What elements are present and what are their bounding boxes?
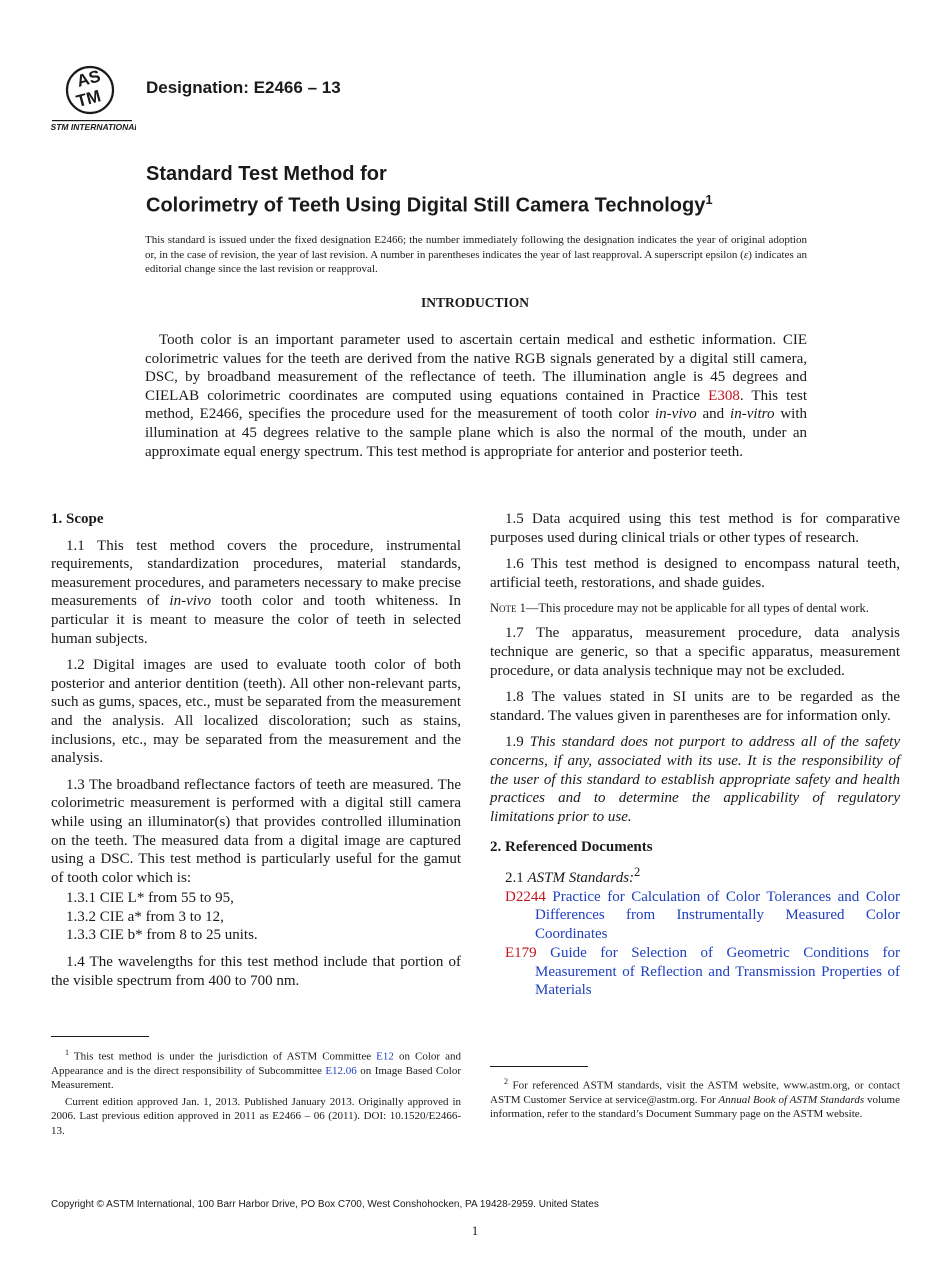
intro-and: and bbox=[696, 406, 731, 423]
para-1-3-2: 1.3.2 CIE a* from 3 to 12, bbox=[66, 908, 224, 925]
logo-wordmark: ASTM INTERNATIONAL bbox=[50, 122, 136, 132]
copyright-notice: Copyright © ASTM International, 100 Barr Harbor Drive, PO Box C700, West Conshohocken, PA 19428-2959. United States bbox=[51, 1199, 599, 1210]
footnote-1-c: on Image Based Color Measurement. bbox=[51, 1064, 461, 1092]
link-e12[interactable]: E12 bbox=[376, 1050, 394, 1063]
footnote-1-marker: 1 bbox=[65, 1048, 69, 1057]
introduction-heading: INTRODUCTION bbox=[420, 295, 529, 310]
link-e308[interactable]: E308 bbox=[708, 387, 740, 404]
svg-text:TM: TM bbox=[74, 86, 103, 112]
para-1-6: 1.6 This test method is designed to encompass natural teeth, artificial teeth, restorations, and shade guides. bbox=[490, 556, 900, 591]
footnote-1-a: This test method is under the jurisdiction of ASTM Committee bbox=[69, 1050, 377, 1063]
designation-year: 13 bbox=[321, 78, 341, 97]
footnote-2-marker: 2 bbox=[504, 1077, 508, 1086]
title-line-2 bbox=[146, 187, 866, 219]
introduction-body bbox=[145, 331, 807, 461]
footnote-1-edition: Current edition approved Jan. 1, 2013. Published January 2013. Originally approved in 2006. Last previous edition approved in 2011 as E2466 – 06 (2011). DOI: 10.1520/E2466-13. bbox=[51, 1096, 461, 1137]
para-1-3: 1.3 The broadband reflectance factors of teeth are measured. The colorimetric measurement is performed with a digital still camera while using an illuminator(s) that provides controlled illumination on the teeth. The measured data from a digital image are captured using a DSC. This test method is particularly useful for the gamut of tooth color which is: bbox=[51, 776, 461, 886]
footnote-2-em: Annual Book of ASTM Standards bbox=[718, 1093, 865, 1106]
designation-label: Designation: E2466 bbox=[146, 78, 303, 97]
para-1-2: 1.2 Digital images are used to evaluate tooth color of both posterior and anterior dentition (teeth). All other non-relevant parts, such as gums, spaces, etc., must be separated from the measurement and the analysis. All localized discoloration; such as stains, inclusions, etc., may be separated from the measurement and the analysis. bbox=[51, 657, 461, 767]
para-1-1-a: 1.1 This test method covers the procedure, instrumental requirements, standardization procedures, material standards, measurement procedures, and parameters necessary to make precise measurements of bbox=[51, 537, 461, 610]
notice-epsilon: ε bbox=[743, 248, 749, 261]
designation bbox=[146, 78, 341, 98]
left-column bbox=[51, 510, 461, 998]
footnote-2 bbox=[490, 1075, 900, 1121]
footnote-rule-left bbox=[51, 1036, 149, 1037]
svg-text:AS: AS bbox=[74, 66, 103, 91]
para-2-1-footnote-ref[interactable]: 2 bbox=[634, 864, 641, 879]
para-1-1-em: in-vivo bbox=[169, 593, 212, 610]
ref-title-e179[interactable]: Guide for Selection of Geometric Conditions for Measurement of Reflection and Transmission Properties of Materials bbox=[535, 945, 900, 999]
para-1-9-num: 1.9 bbox=[505, 734, 530, 751]
footnote-1 bbox=[51, 1046, 461, 1138]
para-1-1-b: tooth color and tooth whiteness. In particular it is meant to measure the color of teeth in selected human subjects. bbox=[51, 593, 461, 647]
page-number: 1 bbox=[471, 1223, 479, 1238]
right-column bbox=[490, 510, 900, 1001]
title-line-1: Standard Test Method for bbox=[146, 163, 387, 185]
footnote-2-b: volume information, refer to the standard’s Document Summary page on the ASTM website. bbox=[490, 1093, 900, 1121]
para-1-3-3: 1.3.3 CIE b* from 8 to 25 units. bbox=[66, 927, 258, 944]
introduction-paragraph bbox=[145, 331, 807, 461]
footnote-2-a: For referenced ASTM standards, visit the ASTM website, www.astm.org, or contact ASTM Customer Service at service@astm.org. For bbox=[490, 1079, 900, 1106]
para-1-8: 1.8 The values stated in SI units are to be regarded as the standard. The values given in parentheses are for information only. bbox=[490, 689, 900, 724]
references-heading: 2. Referenced Documents bbox=[490, 839, 653, 856]
para-1-1 bbox=[51, 537, 461, 649]
para-1-9-em: This standard does not purport to address all of the safety concerns, if any, associated with its use. It is the responsibility of the user of this standard to establish appropriate safety and health practices and to determine the applicability of regulatory limitations prior to use. bbox=[490, 734, 900, 825]
intro-text-1: Tooth color is an important parameter used to ascertain certain medical and esthetic information. CIE colorimetric values for the teeth are derived from the native RGB signals generated by a digital still camera, DSC, by broadband measurement of the reflectance of teeth. The illumination angle is 45 degrees and CIELAB colorimetric coordinates are computed using equations contained in Practice bbox=[145, 332, 807, 404]
ref-code-e179[interactable]: E179 bbox=[505, 945, 537, 962]
ref-code-d2244[interactable]: D2244 bbox=[505, 888, 546, 905]
note-1-text: 1—This procedure may not be applicable for all types of dental work. bbox=[516, 601, 869, 616]
note-1 bbox=[490, 600, 900, 616]
title-footnote-ref[interactable]: 1 bbox=[705, 192, 713, 207]
scope-heading: 1. Scope bbox=[51, 511, 104, 527]
standard-notice bbox=[145, 233, 807, 277]
para-2-1 bbox=[490, 863, 900, 888]
notice-text-2: ) indicates an editorial change since the last revision or reapproval. bbox=[145, 248, 807, 276]
astm-logo-icon bbox=[50, 60, 136, 132]
para-1-3-1: 1.3.1 CIE L* from 55 to 95, bbox=[66, 890, 234, 907]
intro-text-2: . This test method, E2466, specifies the procedure used for the measurement of tooth color bbox=[145, 387, 807, 423]
note-1-label: Note bbox=[490, 601, 517, 616]
para-1-4: 1.4 The wavelengths for this test method include that portion of the visible spectrum from 400 to 700 nm. bbox=[51, 954, 461, 989]
reference-item-d2244[interactable] bbox=[505, 888, 900, 944]
para-2-1-em: ASTM Standards: bbox=[527, 869, 635, 886]
notice-text-1: This standard is issued under the fixed designation E2466; the number immediately following the designation indicates the year of original adoption or, in the case of revision, the year of last revision. A number in parentheses indicates the year of last reapproval. A superscript epsilon ( bbox=[145, 234, 807, 261]
designation-dash: – bbox=[307, 78, 318, 97]
para-1-7: 1.7 The apparatus, measurement procedure, data analysis technique are generic, so that a specific apparatus, measurement procedure, or data analysis technique may not be excluded. bbox=[490, 625, 900, 679]
para-2-1-num: 2.1 bbox=[505, 869, 528, 886]
astm-logo bbox=[50, 60, 136, 132]
para-1-5: 1.5 Data acquired using this test method is for comparative purposes used during clinical trials or other types of research. bbox=[490, 511, 900, 546]
intro-invivo: in-vivo bbox=[655, 406, 697, 423]
para-1-9 bbox=[490, 733, 900, 826]
footnote-1-text bbox=[51, 1046, 461, 1092]
reference-item-e179[interactable] bbox=[505, 944, 900, 1000]
footnote-2-text bbox=[490, 1075, 900, 1121]
intro-text-3: with illumination at 45 degrees relative to the sample plane which is also the normal of the mouth, under an approximate equal energy spectrum. This test method is appropriate for anterior and posterior teeth. bbox=[145, 406, 807, 460]
footnote-1-b: on Color and Appearance and is the direct responsibility of Subcommittee bbox=[51, 1050, 461, 1077]
document-title bbox=[146, 162, 866, 219]
reference-list bbox=[505, 888, 900, 1001]
intro-invitro: in-vitro bbox=[730, 406, 775, 423]
title-line-2-text: Colorimetry of Teeth Using Digital Still Camera Technology bbox=[146, 194, 706, 217]
footnote-rule-right bbox=[490, 1066, 588, 1067]
link-e12-06[interactable]: E12.06 bbox=[325, 1064, 357, 1077]
ref-title-d2244[interactable]: Practice for Calculation of Color Tolerances and Color Differences from Instrumentally Measured Color Coordinates bbox=[535, 888, 900, 942]
